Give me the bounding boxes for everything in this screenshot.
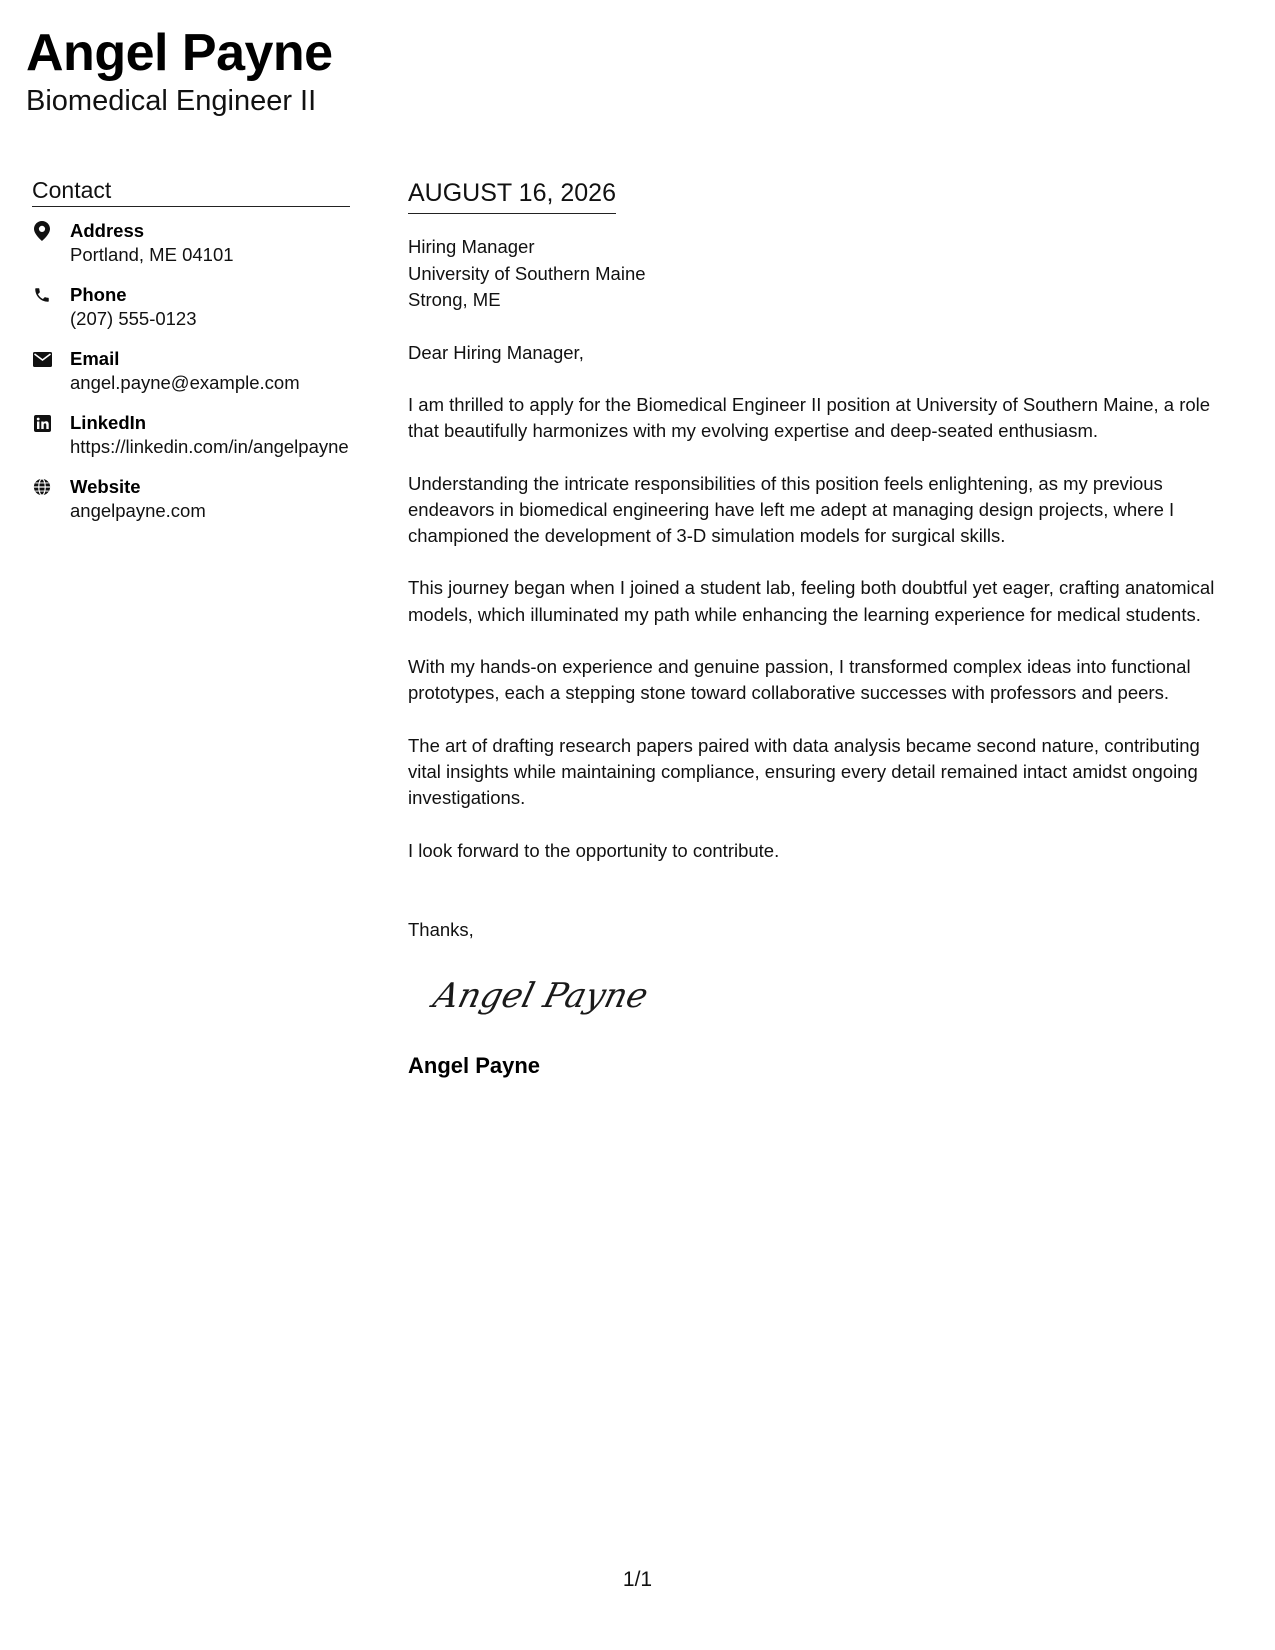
contact-label: LinkedIn [70,412,147,433]
contact-label: Phone [70,284,127,305]
signer-name: Angel Payne [408,1053,541,1079]
contact-item-linkedin [32,411,350,459]
contact-label: Website [70,476,141,497]
contact-item-email [32,347,350,395]
recipient-line: Hiring Manager [408,236,535,257]
email-value[interactable]: angel.payne@example.com [70,372,300,393]
letter-date: AUGUST 16, 2026 [408,176,616,214]
contact-item-address [32,219,350,267]
linkedin-icon [32,413,52,433]
contact-label: Address [70,220,145,241]
contact-item-website [32,475,350,523]
recipient-line: University of Southern Maine [408,262,646,284]
envelope-icon [32,349,52,369]
closing: Thanks, [408,918,474,940]
contact-sidebar [32,176,350,539]
letter-body [408,176,1234,1080]
body-paragraph: This journey began when I joined a student lab, feeling both doubtful yet eager, crafting anatomical models, which illuminated my path while enhancing the learning experience for medical students. [408,577,1215,625]
phone-icon [32,285,52,305]
body-paragraph: Understanding the intricate responsibilities of this position feels enlightening, as my previous endeavors in biomedical engineering have left me adept at managing design projects, where I championed the development of 3-D simulation models for surgical skills. [408,472,1175,547]
address-value: Portland, ME 04101 [70,244,234,265]
map-pin-icon [32,221,52,241]
body-paragraph: I look forward to the opportunity to contribute. [408,839,780,861]
salutation: Dear Hiring Manager, [408,341,584,363]
body-paragraph: The art of drafting research papers paired with data analysis became second nature, contributing vital insights while maintaining compliance, ensuring every detail remained intact amidst ongoing investigations. [408,734,1200,809]
applicant-name: Angel Payne [26,24,333,82]
contact-item-phone [32,283,350,331]
body-paragraph: With my hands-on experience and genuine passion, I transformed complex ideas into functional prototypes, each a stepping stone toward collaborative successes with professors and peers. [408,656,1191,704]
page-number: 1/1 [622,1568,653,1591]
signature-image [428,965,668,1025]
recipient-block [408,234,1234,314]
phone-value[interactable]: (207) 555-0123 [70,308,197,329]
signature-text: Angel Payne [429,976,652,1017]
contact-label: Email [70,348,120,369]
linkedin-value[interactable]: https://linkedin.com/in/angelpayne [70,436,349,457]
applicant-title: Biomedical Engineer II [26,85,317,117]
recipient-line: Strong, ME [408,289,501,310]
globe-icon [32,477,52,497]
website-value[interactable]: angelpayne.com [70,500,206,521]
contact-heading: Contact [32,176,350,207]
letter-header [26,22,333,118]
body-paragraph: I am thrilled to apply for the Biomedical Engineer II position at University of Southern Maine, a role that beautifully harmonizes with my evolving expertise and deep-seated enthusiasm. [408,394,1211,442]
